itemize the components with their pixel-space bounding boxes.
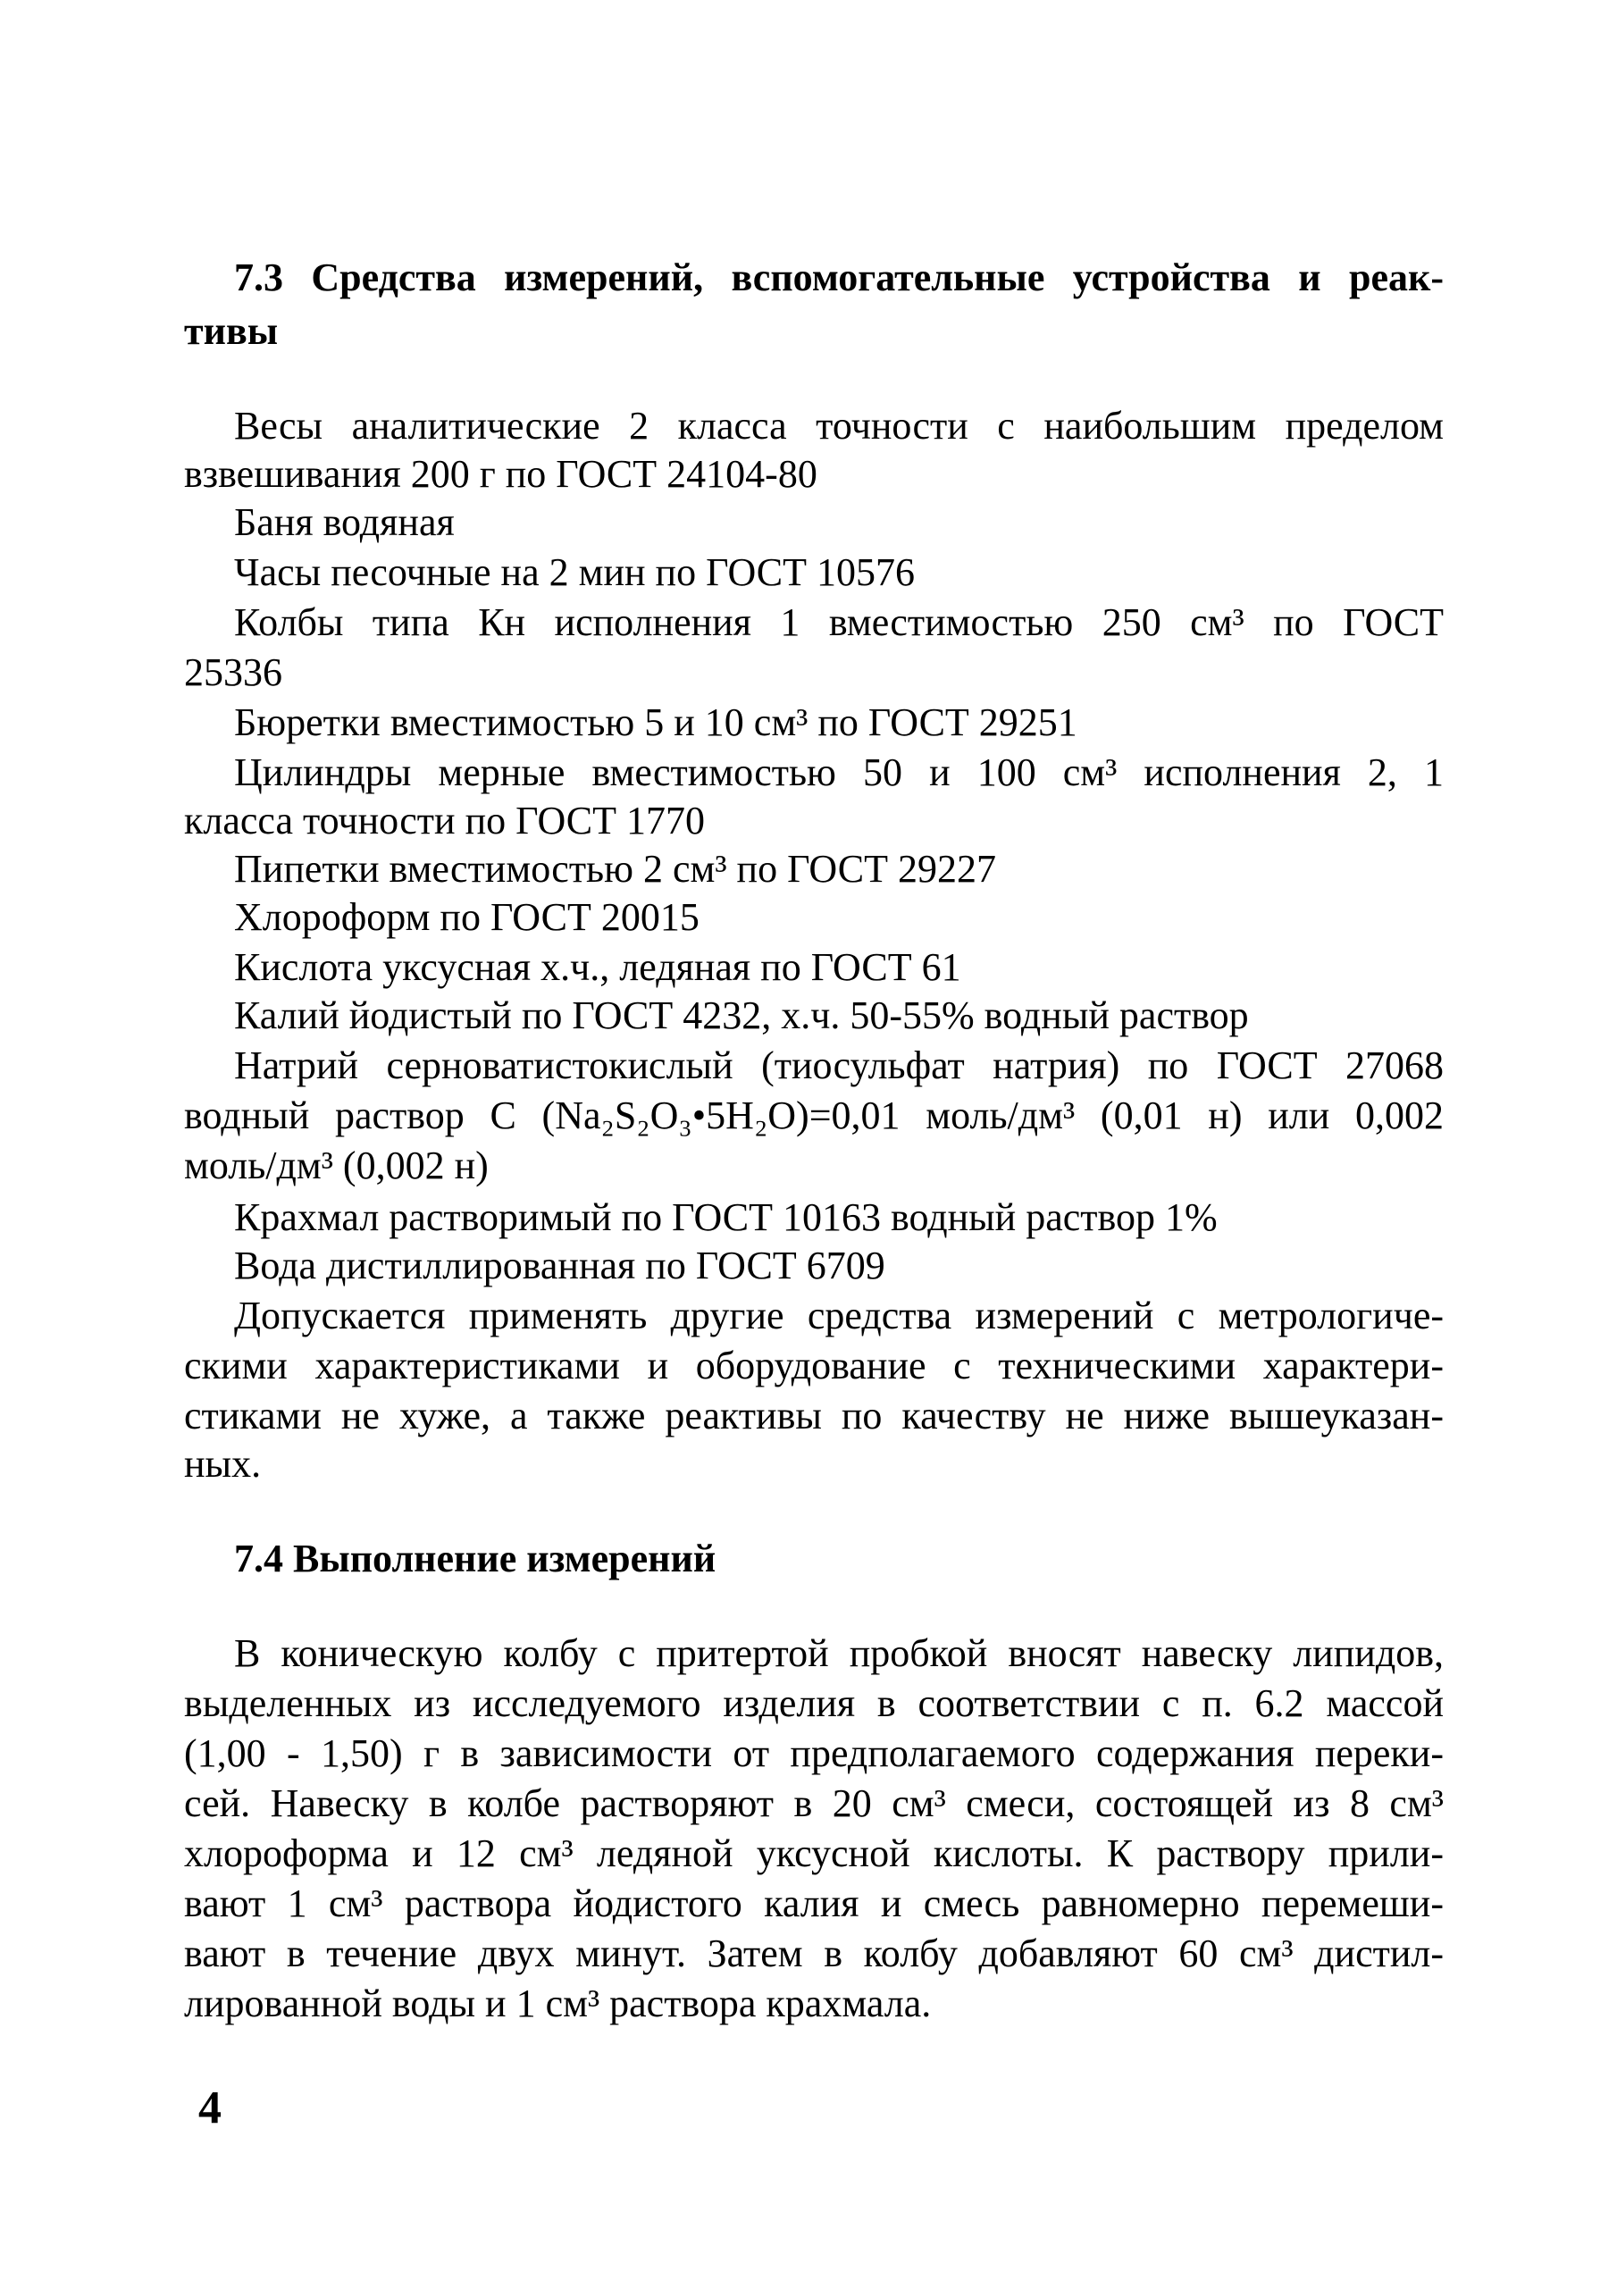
item-burettes: Бюретки вместимостью 5 и 10 см³ по ГОСТ 29251 [234,700,1077,744]
procedure-line-5: хлороформа и 12 см³ ледяной уксусной кислоты. К раствору прили- [184,1831,1444,1875]
procedure-line-1: В коническую колбу с притертой пробкой вносят навеску липидов, [234,1631,1444,1675]
procedure-line-2: выделенных из исследуемого изделия в соответствии с п. 6.2 массой [184,1681,1444,1725]
procedure-line-8: лированной воды и 1 см³ раствора крахмала. [184,1982,932,2025]
section-7-3-heading-line-1: 7.3 Средства измерений, вспомогательные устройства и реак- [234,256,1444,299]
procedure-line-3: (1,00 - 1,50) г в зависимости от предполагаемого содержания переки- [184,1731,1444,1775]
item-hourglass: Часы песочные на 2 мин по ГОСТ 10576 [234,550,915,594]
allowance-note-line-1: Допускается применять другие средства измерений с метрологиче- [234,1294,1444,1337]
page-number: 4 [198,2082,222,2133]
item-potassium-iodide: Калий йодистый по ГОСТ 4232, х.ч. 50-55% водный раствор [234,993,1249,1037]
procedure-line-7: вают в течение двух минут. Затем в колбу добавляют 60 см³ дистил- [184,1931,1444,1975]
item-distilled-water: Вода дистиллированная по ГОСТ 6709 [234,1244,885,1287]
item-sodium-thiosulfate-line-3: моль/дм³ (0,002 н) [184,1144,489,1187]
procedure-line-4: сей. Навеску в колбе растворяют в 20 см³ смеси, состоящей из 8 см³ [184,1781,1444,1825]
item-water-bath: Баня водяная [234,500,455,544]
item-flasks-line-2: 25336 [184,650,282,694]
procedure-line-6: вают 1 см³ раствора йодистого калия и смесь равномерно перемеши- [184,1881,1444,1925]
section-7-3-heading-line-2: тивы [184,309,279,353]
item-flasks-line-1: Колбы типа Кн исполнения 1 вместимостью 250 см³ по ГОСТ [234,600,1444,644]
item-chloroform: Хлороформ по ГОСТ 20015 [234,895,700,939]
item-sodium-thiosulfate-line-1: Натрий серноватистокислый (тиосульфат натрия) по ГОСТ 27068 [234,1043,1444,1087]
item-starch: Крахмал растворимый по ГОСТ 10163 водный раствор 1% [234,1195,1218,1239]
item-sodium-thiosulfate-line-2: водный раствор С (Na₂S₂O₃•5H₂O)=0,01 моль/дм³ (0,01 н) или 0,002 [184,1094,1444,1137]
item-cylinders-line-2: класса точности по ГОСТ 1770 [184,799,705,842]
item-scales-line-2: взвешивания 200 г по ГОСТ 24104-80 [184,452,817,496]
item-cylinders-line-1: Цилиндры мерные вместимостью 50 и 100 см³ исполнения 2, 1 [234,750,1444,794]
section-7-4-heading: 7.4 Выполнение измерений [234,1537,716,1580]
allowance-note-line-3: стиками не хуже, а также реактивы по качеству не ниже вышеуказан- [184,1394,1444,1437]
allowance-note-line-2: скими характеристиками и оборудование с техническими характери- [184,1344,1444,1387]
item-scales-line-1: Весы аналитические 2 класса точности с наибольшим пределом [234,404,1444,448]
allowance-note-line-4: ных. [184,1442,262,1486]
item-acetic-acid: Кислота уксусная х.ч., ледяная по ГОСТ 61 [234,945,961,989]
item-pipettes: Пипетки вместимостью 2 см³ по ГОСТ 29227 [234,847,996,891]
